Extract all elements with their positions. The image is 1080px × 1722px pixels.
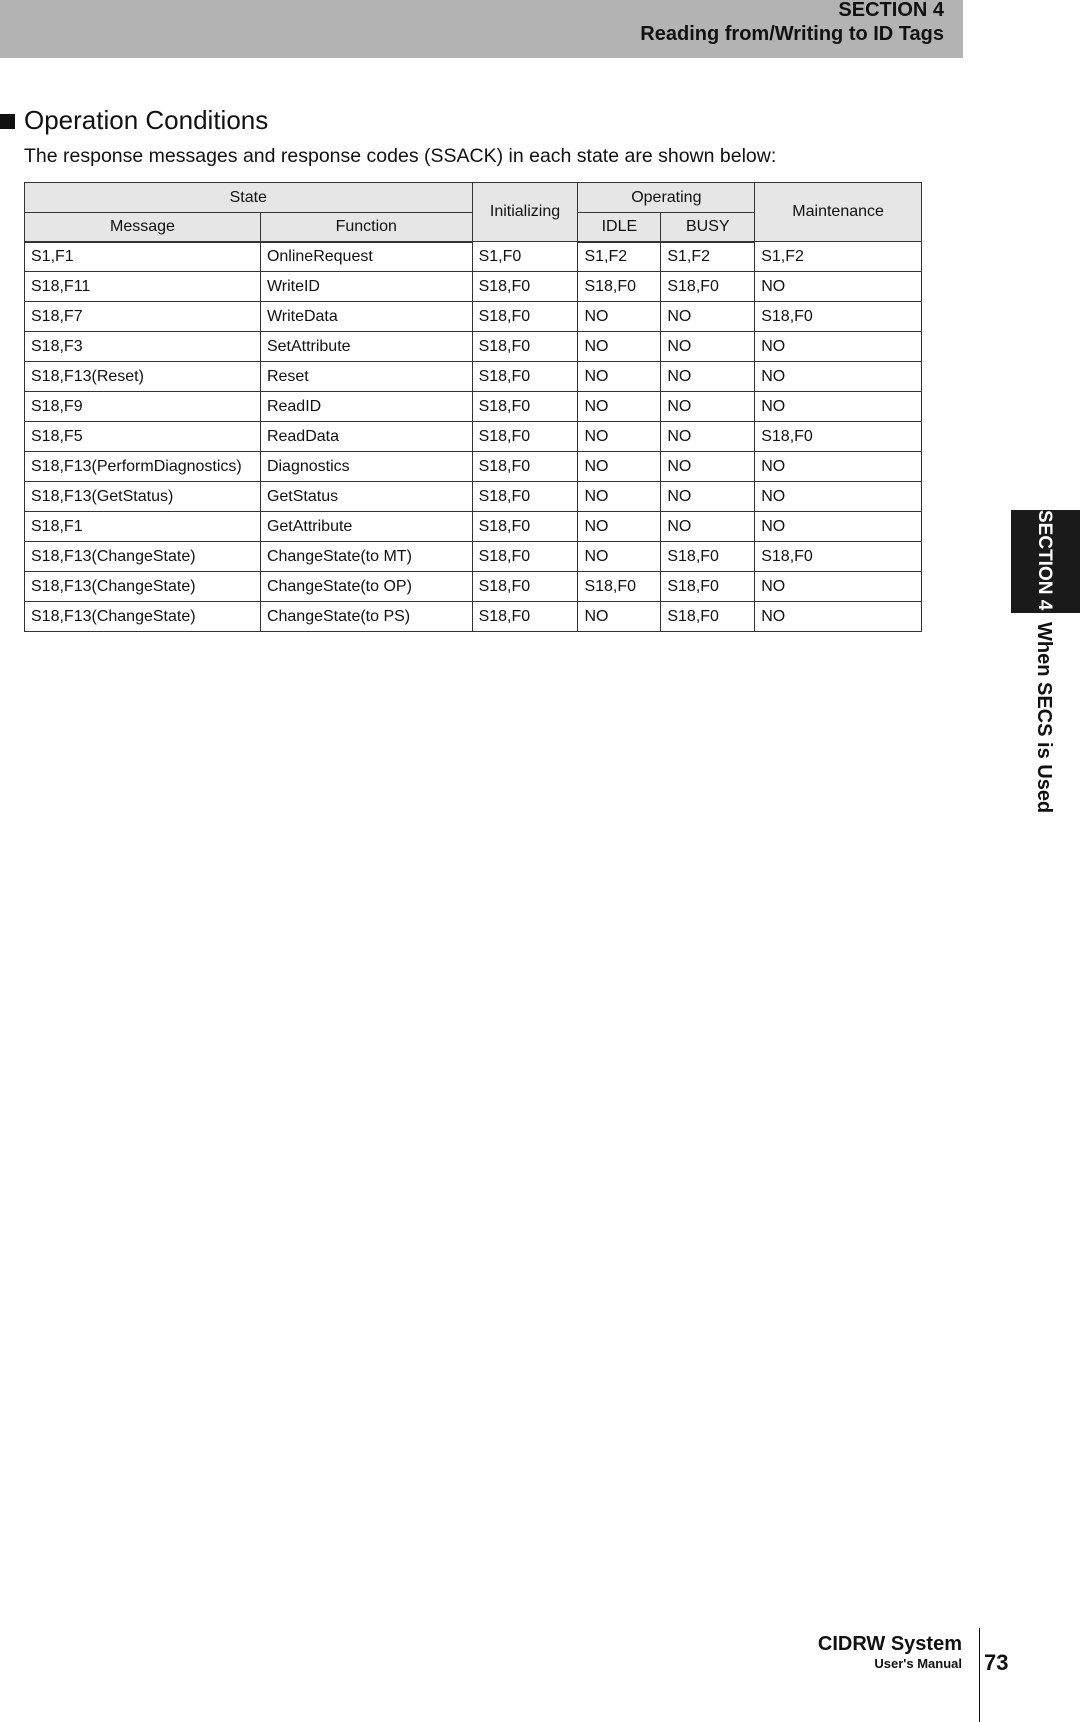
- initializing-cell: S18,F0: [472, 542, 578, 572]
- table-row: [25, 572, 922, 602]
- maintenance-cell: NO: [755, 572, 922, 602]
- table-row: [25, 272, 922, 302]
- busy-cell: NO: [661, 512, 755, 542]
- initializing-cell: S18,F0: [472, 332, 578, 362]
- footer-divider: [979, 1628, 980, 1722]
- busy-cell: NO: [661, 422, 755, 452]
- idle-cell: S18,F0: [578, 572, 661, 602]
- initializing-cell: S18,F0: [472, 572, 578, 602]
- section-heading: [0, 104, 268, 136]
- initializing-cell: S18,F0: [472, 602, 578, 632]
- table-row: [25, 452, 922, 482]
- initializing-cell: S18,F0: [472, 362, 578, 392]
- function-header: Function: [260, 213, 472, 242]
- maintenance-cell: NO: [755, 602, 922, 632]
- message-cell: S18,F13(ChangeState): [25, 542, 261, 572]
- message-cell: S18,F13(PerformDiagnostics): [25, 452, 261, 482]
- table-row: [25, 422, 922, 452]
- function-cell: GetStatus: [260, 482, 472, 512]
- maintenance-cell: S18,F0: [755, 422, 922, 452]
- function-cell: ReadID: [260, 392, 472, 422]
- idle-cell: NO: [578, 302, 661, 332]
- busy-cell: NO: [661, 392, 755, 422]
- message-header: Message: [25, 213, 261, 242]
- idle-header: IDLE: [578, 213, 661, 242]
- table-body: [25, 242, 922, 632]
- initializing-cell: S18,F0: [472, 512, 578, 542]
- initializing-cell: S18,F0: [472, 422, 578, 452]
- message-cell: S18,F9: [25, 392, 261, 422]
- initializing-cell: S18,F0: [472, 302, 578, 332]
- operating-header: Operating: [578, 183, 755, 213]
- maintenance-cell: NO: [755, 362, 922, 392]
- idle-cell: NO: [578, 512, 661, 542]
- busy-cell: NO: [661, 302, 755, 332]
- page-number: 73: [984, 1650, 1009, 1675]
- idle-cell: NO: [578, 602, 661, 632]
- function-cell: WriteID: [260, 272, 472, 302]
- function-cell: ChangeState(to OP): [260, 572, 472, 602]
- function-cell: ChangeState(to PS): [260, 602, 472, 632]
- function-cell: ReadData: [260, 422, 472, 452]
- table-row: [25, 542, 922, 572]
- maintenance-header: Maintenance: [755, 183, 922, 242]
- message-cell: S18,F13(ChangeState): [25, 572, 261, 602]
- footer-product-name: CIDRW System: [817, 1633, 962, 1655]
- maintenance-cell: NO: [755, 272, 922, 302]
- busy-cell: S18,F0: [661, 272, 755, 302]
- busy-header: BUSY: [661, 213, 755, 242]
- table-row: [25, 512, 922, 542]
- maintenance-cell: NO: [755, 392, 922, 422]
- maintenance-cell: NO: [755, 452, 922, 482]
- function-cell: Diagnostics: [260, 452, 472, 482]
- idle-cell: NO: [578, 452, 661, 482]
- function-cell: Reset: [260, 362, 472, 392]
- function-cell: OnlineRequest: [260, 242, 472, 272]
- busy-cell: NO: [661, 362, 755, 392]
- table-row: [25, 332, 922, 362]
- busy-cell: NO: [661, 452, 755, 482]
- busy-cell: S18,F0: [661, 542, 755, 572]
- table-row: [25, 302, 922, 332]
- initializing-cell: S18,F0: [472, 272, 578, 302]
- function-cell: GetAttribute: [260, 512, 472, 542]
- message-cell: S18,F13(GetStatus): [25, 482, 261, 512]
- side-section-tab-label: SECTION 4: [1034, 510, 1055, 611]
- table-row: [25, 602, 922, 632]
- table-row: [25, 242, 922, 272]
- initializing-cell: S18,F0: [472, 482, 578, 512]
- table-row: [25, 362, 922, 392]
- maintenance-cell: S18,F0: [755, 302, 922, 332]
- intro-paragraph: The response messages and response codes (SSACK) in each state are shown below:: [24, 145, 777, 167]
- idle-cell: NO: [578, 542, 661, 572]
- footer-manual-label: User's Manual: [874, 1656, 962, 1671]
- message-cell: S18,F5: [25, 422, 261, 452]
- header-section-label: SECTION 4: [838, 0, 944, 21]
- section-heading-text: Operation Conditions: [24, 105, 269, 135]
- maintenance-cell: S18,F0: [755, 542, 922, 572]
- idle-cell: NO: [578, 392, 661, 422]
- message-cell: S18,F13(Reset): [25, 362, 261, 392]
- idle-cell: NO: [578, 482, 661, 512]
- function-cell: ChangeState(to MT): [260, 542, 472, 572]
- idle-cell: S1,F2: [578, 242, 661, 272]
- busy-cell: S18,F0: [661, 602, 755, 632]
- function-cell: SetAttribute: [260, 332, 472, 362]
- table-header-row: [25, 183, 922, 213]
- function-cell: WriteData: [260, 302, 472, 332]
- message-cell: S1,F1: [25, 242, 261, 272]
- table-row: [25, 482, 922, 512]
- message-cell: S18,F11: [25, 272, 261, 302]
- maintenance-cell: NO: [755, 512, 922, 542]
- message-cell: S18,F3: [25, 332, 261, 362]
- header-title: Reading from/Writing to ID Tags: [640, 23, 944, 45]
- table-row: [25, 392, 922, 422]
- idle-cell: NO: [578, 362, 661, 392]
- message-cell: S18,F7: [25, 302, 261, 332]
- initializing-cell: S18,F0: [472, 452, 578, 482]
- initializing-header: Initializing: [472, 183, 578, 242]
- maintenance-cell: S1,F2: [755, 242, 922, 272]
- side-section-text: When SECS is Used: [1033, 622, 1055, 814]
- busy-cell: S1,F2: [661, 242, 755, 272]
- message-cell: S18,F13(ChangeState): [25, 602, 261, 632]
- idle-cell: NO: [578, 422, 661, 452]
- message-cell: S18,F1: [25, 512, 261, 542]
- idle-cell: NO: [578, 332, 661, 362]
- busy-cell: NO: [661, 332, 755, 362]
- maintenance-cell: NO: [755, 482, 922, 512]
- operation-conditions-table: [24, 182, 922, 632]
- idle-cell: S18,F0: [578, 272, 661, 302]
- busy-cell: NO: [661, 482, 755, 512]
- state-header: State: [25, 183, 473, 213]
- maintenance-cell: NO: [755, 332, 922, 362]
- busy-cell: S18,F0: [661, 572, 755, 602]
- initializing-cell: S18,F0: [472, 392, 578, 422]
- square-bullet-icon: [0, 114, 15, 129]
- initializing-cell: S1,F0: [472, 242, 578, 272]
